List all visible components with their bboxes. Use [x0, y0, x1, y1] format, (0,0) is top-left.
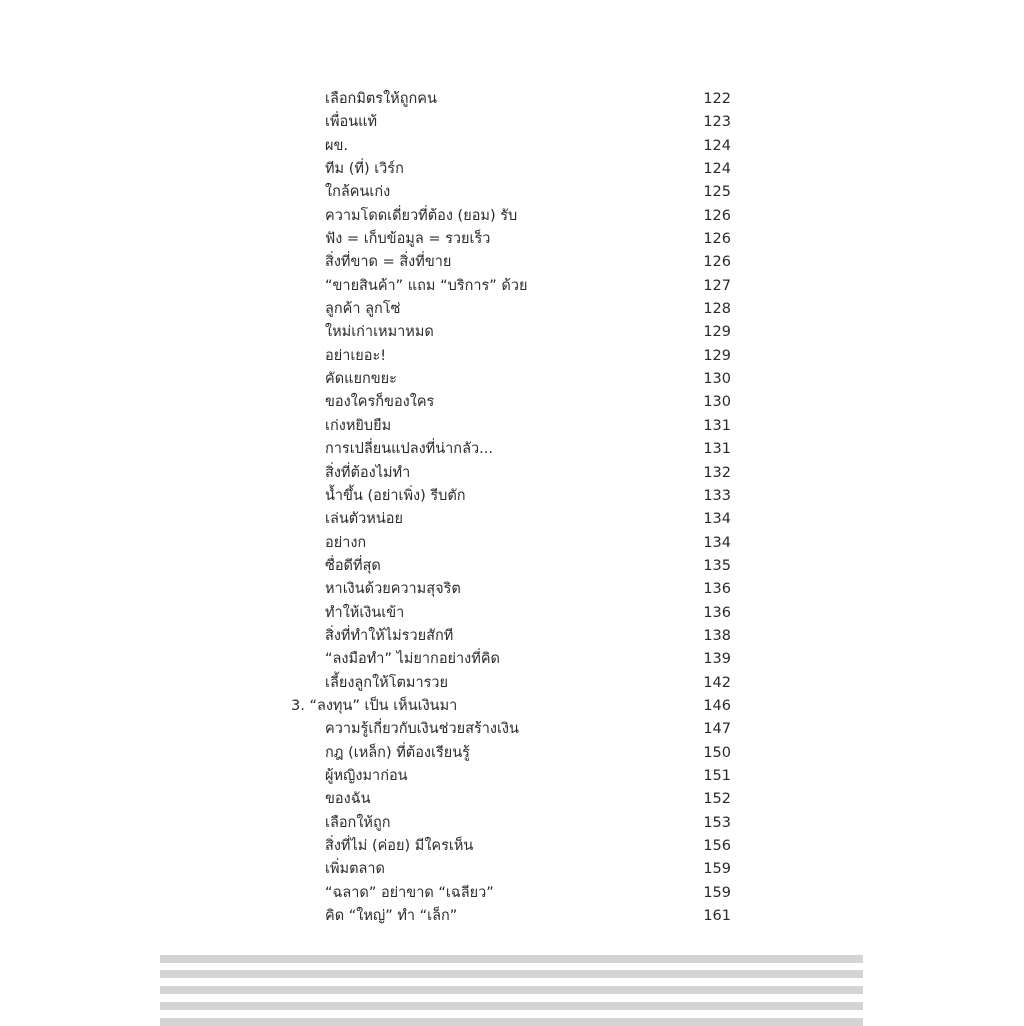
toc-entry-title: อย่างก	[325, 534, 367, 551]
toc-page-number: 152	[703, 791, 731, 808]
toc-page-number: 122	[703, 91, 731, 107]
toc-entry-title: 3. “ลงทุน” เป็น เห็นเงินมา	[291, 697, 458, 714]
toc-page-number: 124	[703, 137, 731, 154]
toc-page-number: 147	[703, 721, 731, 738]
stripe	[160, 955, 863, 963]
toc-entry-row	[0, 228, 1024, 251]
decorative-stripes	[160, 955, 863, 1024]
stripe	[160, 1002, 863, 1010]
toc-entry-title: สิ่งที่ไม่ (ค่อย) มีใครเห็น	[325, 838, 474, 854]
toc-entry-row	[0, 485, 1024, 508]
toc-entry-title: ฟัง = เก็บข้อมูล = รวยเร็ว	[325, 231, 491, 248]
stripe	[160, 970, 863, 978]
toc-page-number: 139	[703, 651, 731, 668]
toc-entry-title: สิ่งที่ทำให้ไม่รวยสักที	[325, 627, 454, 644]
toc-entry-row	[0, 345, 1024, 368]
toc-entry-row	[0, 555, 1024, 578]
toc-page-number: 126	[703, 231, 731, 248]
toc-entry-row	[0, 532, 1024, 555]
toc-entry-title: ของฉัน	[325, 791, 371, 808]
toc-page-number: 131	[703, 441, 731, 458]
toc-page-number: 156	[703, 838, 731, 854]
toc-entry-row	[0, 718, 1024, 741]
toc-entry-row	[0, 672, 1024, 695]
toc-entry-row	[0, 462, 1024, 485]
toc-entry-row	[0, 368, 1024, 391]
toc-page-number: 126	[703, 254, 731, 271]
toc-page-number: 132	[703, 464, 731, 481]
toc-page-number: 124	[703, 161, 731, 178]
toc-entry-title: เก่งหยิบยืม	[325, 417, 392, 434]
toc-page-number: 123	[703, 114, 731, 131]
toc-page-number: 159	[703, 884, 731, 901]
toc-entry-title: ของใครก็ของใคร	[325, 394, 435, 411]
toc-entry-title: สิ่งที่ขาด = สิ่งที่ขาย	[325, 254, 452, 271]
toc-entry-title: ซื่อดีที่สุด	[325, 557, 381, 574]
toc-page-number: 159	[703, 861, 731, 878]
toc-page-number: 127	[703, 277, 731, 294]
toc-page-number: 130	[703, 371, 731, 388]
toc-entry-row	[0, 298, 1024, 321]
toc-page-number: 128	[703, 301, 731, 318]
toc-page-number: 129	[703, 324, 731, 341]
table-of-contents	[0, 88, 1024, 928]
toc-entry-title: ทำให้เงินเข้า	[325, 604, 405, 621]
toc-page-number: 131	[703, 417, 731, 434]
toc-entry-row	[0, 158, 1024, 181]
toc-entry-row	[0, 275, 1024, 298]
toc-entry-title: คัดแยกขยะ	[325, 371, 397, 388]
toc-entry-title: สิ่งที่ต้องไม่ทำ	[325, 464, 411, 481]
toc-page-number: 134	[703, 534, 731, 551]
toc-entry-title: เล่นตัวหน่อย	[325, 511, 403, 528]
toc-entry-row	[0, 765, 1024, 788]
toc-entry-title: เลือกมิตรให้ถูกคน	[325, 91, 437, 107]
toc-entry-title: ความรู้เกี่ยวกับเงินช่วยสร้างเงิน	[325, 721, 519, 738]
toc-page-number: 142	[703, 674, 731, 691]
toc-entry-row	[0, 111, 1024, 134]
toc-entry-row	[0, 135, 1024, 158]
toc-entry-row	[0, 882, 1024, 905]
toc-entry-row	[0, 578, 1024, 601]
toc-page-number: 135	[703, 557, 731, 574]
toc-entry-title: “ลงมือทำ” ไม่ยากอย่างที่คิด	[325, 651, 500, 668]
toc-entry-row	[0, 625, 1024, 648]
toc-entry-title: ใกล้คนเก่ง	[325, 184, 391, 201]
toc-entry-title: คิด “ใหญ่” ทำ “เล็ก”	[325, 908, 458, 925]
toc-entry-title: “ขายสินค้า” แถม “บริการ” ด้วย	[325, 277, 528, 294]
toc-entry-row	[0, 858, 1024, 881]
toc-entry-title: ความโดดเดี่ยวที่ต้อง (ยอม) รับ	[325, 207, 518, 224]
toc-entry-title: อย่าเยอะ!	[325, 347, 387, 364]
toc-page-number: 134	[703, 511, 731, 528]
toc-page-number: 161	[703, 908, 731, 925]
toc-entry-title: ลูกค้า ลูกโซ่	[325, 301, 401, 318]
toc-entry-row	[0, 415, 1024, 438]
toc-page-number: 153	[703, 814, 731, 831]
toc-entry-row	[0, 251, 1024, 274]
toc-entry-title: เพิ่มตลาด	[325, 861, 385, 878]
toc-entry-row	[0, 788, 1024, 811]
toc-page-number: 133	[703, 487, 731, 504]
toc-entry-row	[0, 905, 1024, 928]
toc-entry-title: ผข.	[325, 137, 349, 154]
toc-entry-title: หาเงินด้วยความสุจริต	[325, 581, 461, 598]
toc-entry-row	[0, 181, 1024, 204]
toc-entry-row	[0, 391, 1024, 414]
toc-entry-title: “ฉลาด” อย่าขาด “เฉลียว”	[325, 884, 494, 901]
toc-entry-row	[0, 438, 1024, 461]
toc-page-number: 150	[703, 744, 731, 761]
toc-entry-title: เลือกให้ถูก	[325, 814, 391, 831]
toc-entry-row	[0, 508, 1024, 531]
toc-entry-title: กฎ (เหล็ก) ที่ต้องเรียนรู้	[325, 744, 470, 761]
toc-entry-title: ผู้หญิงมาก่อน	[325, 767, 408, 784]
toc-entry-row	[0, 835, 1024, 858]
toc-entry-row	[0, 648, 1024, 671]
stripe	[160, 986, 863, 994]
toc-entry-title: เพื่อนแท้	[325, 114, 378, 131]
toc-entry-title: ใหม่เก่าเหมาหมด	[325, 324, 434, 341]
toc-entry-row	[0, 321, 1024, 344]
toc-entry-title: เลี้ยงลูกให้โตมารวย	[325, 674, 449, 691]
stripe	[160, 1018, 863, 1026]
toc-entry-row	[0, 742, 1024, 765]
toc-page-number: 146	[703, 697, 731, 714]
toc-entry-row	[0, 602, 1024, 625]
toc-entry-row	[0, 205, 1024, 228]
toc-entry-row	[0, 88, 1024, 111]
toc-entry-row	[0, 812, 1024, 835]
toc-page-number: 126	[703, 207, 731, 224]
toc-entry-title: ทีม (ที่) เวิร์ก	[325, 161, 404, 178]
toc-page-number: 129	[703, 347, 731, 364]
toc-page-number: 125	[703, 184, 731, 201]
toc-page-number: 130	[703, 394, 731, 411]
toc-page-number: 138	[703, 627, 731, 644]
toc-page-number: 136	[703, 604, 731, 621]
toc-entry-title: การเปลี่ยนแปลงที่น่ากลัว...	[325, 441, 493, 458]
toc-entry-title: น้ำขึ้น (อย่าเพิ่ง) รีบตัก	[325, 487, 466, 504]
toc-chapter-row	[0, 695, 1024, 718]
toc-page-number: 136	[703, 581, 731, 598]
toc-page-number: 151	[703, 767, 731, 784]
